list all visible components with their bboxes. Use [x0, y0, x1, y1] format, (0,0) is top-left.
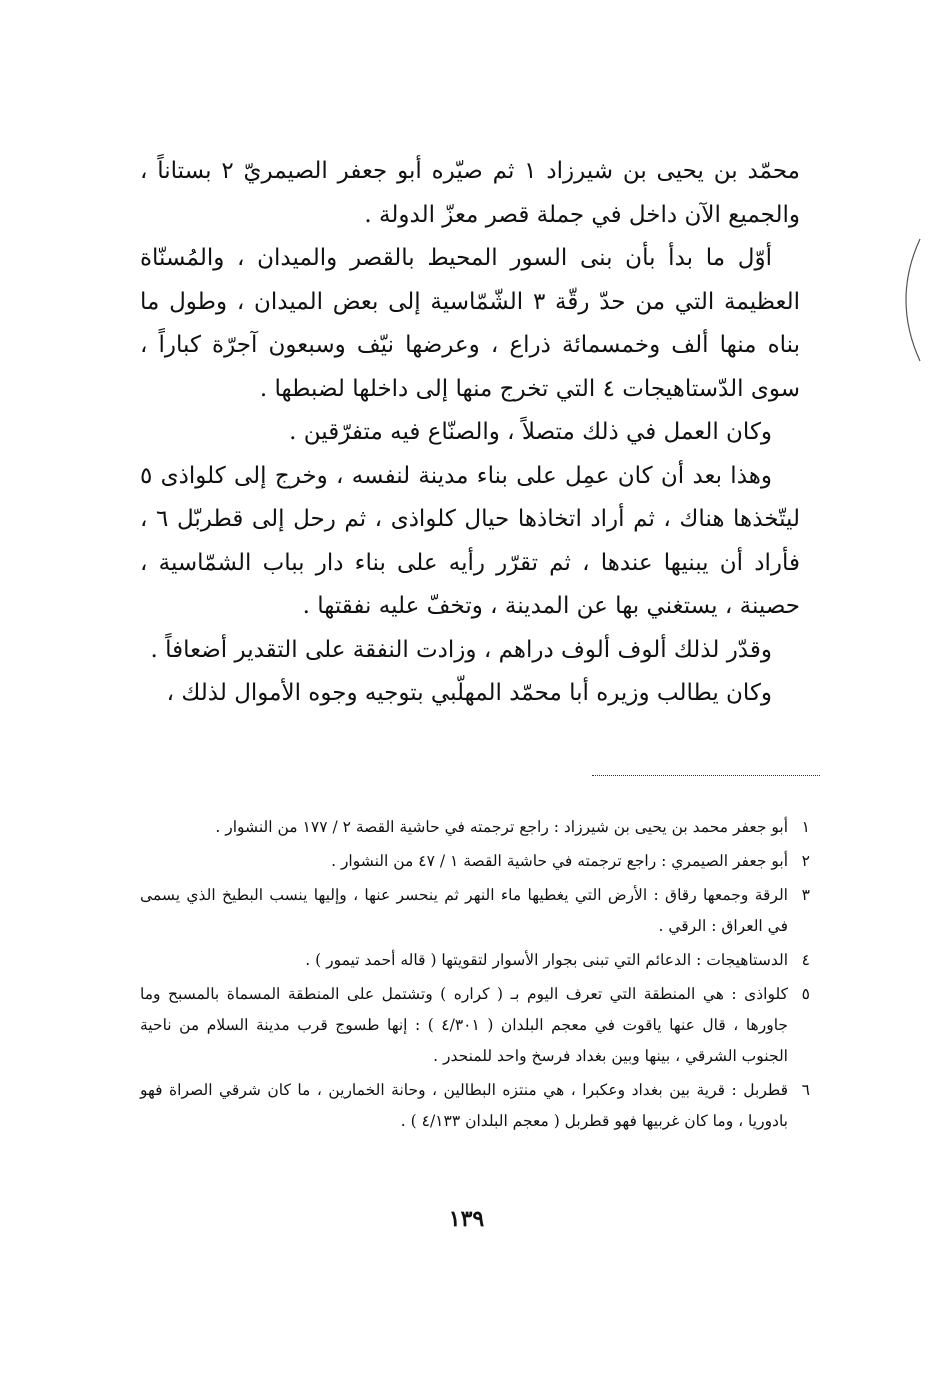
- footnote: [140, 812, 810, 843]
- paragraph-1: محمّد بن يحيى بن شيرزاد ١ ثم صيّره أبو جعفر الصيمريّ ٢ بستاناً ، والجميع الآن داخل في جملة قصر معزّ الدولة .: [140, 158, 801, 228]
- footnote: [140, 1075, 810, 1137]
- footnotes: [140, 812, 810, 1140]
- footnote-text: الدستاهيجات : الدعائم التي تبنى بجوار الأسوار لتقويتها ( قاله أحمد تيمور ) .: [305, 951, 788, 969]
- footnote-divider: [592, 775, 820, 776]
- footnote-number: ٤: [801, 951, 810, 969]
- paragraph-4: وهذا بعد أن كان عمِل على بناء مدينة لنفسه ، وخرج إلى كلواذى ٥ ليتّخذها هناك ، ثم أراد اتخاذها حيال كلواذى ، ثم رحل إلى قطربّل ٦ ، فأراد أن يبنيها عندها ، ثم تقرّر رأيه على بناء دار بباب الشمّاسية ، حصينة ، يستغني بها عن المدينة ، وتخفّ عليه نفقتها .: [140, 462, 800, 619]
- footnote-text: أبو جعفر محمد بن يحيى بن شيرزاد : راجع ترجمته في حاشية القصة ٢ / ١٧٧ من النشوار .: [215, 818, 788, 836]
- footnote-text: الرقة وجمعها رقاق : الأرض التي يغطيها ماء النهر ثم ينحسر عنها ، وإليها ينسب البطيخ الذي يسمى في العراق : الرقي .: [140, 886, 788, 935]
- footnote: [140, 880, 810, 942]
- footnote-number: ٣: [801, 886, 810, 904]
- paragraph-2: أوّل ما بدأ بأن بنى السور المحيط بالقصر والميدان ، والمُسنّاة العظيمة التي من حدّ رقّة ٣ الشّمّاسية إلى بعض الميدان ، وطول ما بناه منها ألف وخمسمائة ذراع ، وعرضها نيّف وسبعون آجرّة كباراً ، سوى الدّستاهيجات ٤ التي تخرج منها إلى داخلها لضبطها .: [140, 245, 801, 402]
- footnote: [140, 846, 810, 877]
- footnote-number: ١: [801, 818, 810, 836]
- paragraph-6: وكان يطالب وزيره أبا محمّد المهلّبي بتوجيه وجوه الأموال لذلك ،: [166, 680, 772, 706]
- paragraph-3: وكان العمل في ذلك متصلاً ، والصنّاع فيه متفرّقين .: [289, 419, 772, 445]
- footnote-number: ٥: [801, 985, 810, 1003]
- main-text: [140, 150, 800, 716]
- footnote-text: أبو جعفر الصيمري : راجع ترجمته في حاشية القصة ١ / ٤٧ من النشوار .: [331, 852, 788, 870]
- paragraph-5: وقدّر لذلك ألوف ألوف دراهم ، وزادت النفقة على التقدير أضعافاً .: [150, 636, 772, 663]
- footnote-number: ٢: [801, 852, 810, 870]
- footnote-text: قطربل : قرية بين بغداد وعكبرا ، هي منتزه البطالين ، وحانة الخمارين ، ما كان شرقي الصراة فهو بادوريا ، وما كان غربيها فهو قطربل ( معجم البلدان ٤/١٣٣ ) .: [140, 1081, 788, 1130]
- footnote-number: ٦: [801, 1081, 810, 1099]
- footnote-text: كلواذى : هي المنطقة التي تعرف اليوم بـ ( كراره ) وتشتمل على المنطقة المسماة بالمسبح وما جاورها ، قال عنها ياقوت في معجم البلدان ( ٤/٣٠١ ) : إنها طسوج قرب مدينة السلام من ناحية الجنوب الشرقي ، بينها وبين بغداد فرسخ واحد للمنحدر .: [140, 985, 788, 1065]
- footnote: [140, 979, 810, 1072]
- footnote: [140, 945, 810, 976]
- page-number: ١٣٩: [448, 1206, 485, 1232]
- margin-arc-mark: [890, 235, 930, 365]
